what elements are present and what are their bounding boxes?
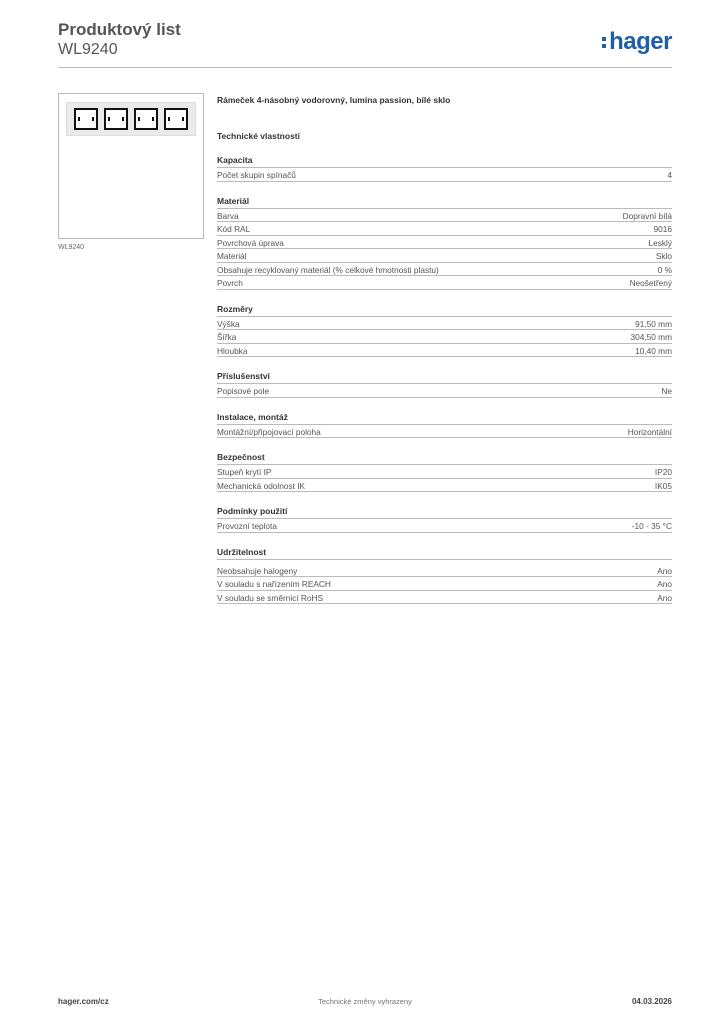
- spec-section: [217, 506, 672, 533]
- spec-value: Dopravní bílá: [622, 210, 672, 221]
- spec-label: Materiál: [217, 251, 247, 261]
- section-title: Podmínky použití: [217, 506, 672, 519]
- footer-website[interactable]: hager.com/cz: [58, 997, 109, 1006]
- spec-row: [217, 236, 672, 250]
- spec-value: Neošetřený: [629, 278, 672, 288]
- frame-illustration: [66, 102, 196, 136]
- spec-row: [217, 168, 672, 182]
- spec-row: [217, 276, 672, 290]
- spec-value: Ano: [657, 579, 672, 589]
- section-rows: [217, 564, 672, 605]
- footer-date: 04.03.2026: [631, 997, 672, 1006]
- spec-row: [217, 249, 672, 263]
- spec-value: 304,50 mm: [630, 332, 672, 342]
- spec-row: [217, 425, 672, 439]
- document-title: Produktový list: [58, 20, 181, 39]
- spec-row: [217, 564, 672, 578]
- header-divider: [58, 67, 672, 68]
- section-rows: [217, 425, 672, 439]
- spec-content: [217, 94, 672, 604]
- spec-label: Mechanická odolnost IK: [217, 480, 306, 491]
- spec-row: [217, 591, 672, 605]
- spec-label: Barva: [217, 210, 239, 221]
- section-title: Instalace, montáž: [217, 412, 672, 425]
- logo-text: hager: [609, 28, 672, 55]
- spec-value: 91,50 mm: [635, 318, 672, 329]
- spec-value: Horizontální: [627, 426, 672, 437]
- spec-row: [217, 384, 672, 398]
- spec-label: V souladu se směrnicí RoHS: [217, 592, 324, 603]
- spec-label: Provozní teplota: [217, 521, 277, 531]
- spec-label: Počet skupin spínačů: [217, 170, 296, 180]
- section-title: Materiál: [217, 196, 672, 209]
- spec-label: Kód RAL: [217, 224, 251, 234]
- spec-value: Ano: [657, 565, 672, 576]
- section-title: Příslušenství: [217, 371, 672, 384]
- product-code: WL9240: [58, 41, 118, 58]
- hager-logo: [602, 28, 672, 56]
- spec-section: [217, 155, 672, 182]
- spec-row: [217, 330, 672, 344]
- spec-row: [217, 465, 672, 479]
- spec-row: [217, 222, 672, 236]
- spec-section: [217, 196, 672, 290]
- document-header: [58, 20, 181, 60]
- spec-sections: [217, 155, 672, 604]
- section-title: Bezpečnost: [217, 452, 672, 465]
- section-title: Udržitelnost: [217, 547, 672, 560]
- spec-value: 0 %: [657, 264, 672, 275]
- spec-row: [217, 577, 672, 591]
- spec-section: [217, 412, 672, 439]
- spec-label: Hloubka: [217, 345, 248, 356]
- spec-label: Neobsahuje halogeny: [217, 565, 298, 576]
- spec-value: 9016: [653, 224, 672, 234]
- footer-notice: Technické změny vyhrazeny: [318, 997, 412, 1006]
- spec-value: IP20: [654, 467, 672, 477]
- product-description: Rámeček 4-násobný vodorovný, lumina passion, bílé sklo: [217, 95, 451, 105]
- spec-section: [217, 304, 672, 358]
- spec-value: Ano: [657, 592, 672, 603]
- spec-value: Lesklý: [648, 237, 672, 248]
- section-rows: [217, 209, 672, 290]
- product-image: [58, 93, 204, 239]
- spec-value: Sklo: [655, 251, 672, 261]
- spec-row: [217, 317, 672, 331]
- spec-value: 10,40 mm: [635, 345, 672, 356]
- tech-heading: Technické vlastnosti: [217, 131, 300, 141]
- section-title: Rozměry: [217, 304, 672, 317]
- spec-label: Montážní/připojovací poloha: [217, 426, 321, 437]
- spec-value: IK05: [654, 480, 672, 491]
- spec-label: Povrchová úprava: [217, 237, 284, 248]
- frame-slot-icon: [134, 108, 158, 130]
- spec-row: [217, 263, 672, 277]
- spec-label: Výška: [217, 318, 240, 329]
- spec-section: [217, 371, 672, 398]
- spec-label: Šířka: [217, 332, 237, 342]
- spec-section: [217, 452, 672, 492]
- spec-row: [217, 344, 672, 358]
- spec-label: Popisové pole: [217, 386, 270, 396]
- spec-section: [217, 547, 672, 605]
- spec-label: Povrch: [217, 278, 243, 288]
- section-rows: [217, 519, 672, 533]
- frame-slot-icon: [104, 108, 128, 130]
- spec-label: Stupeň krytí IP: [217, 467, 272, 477]
- spec-label: V souladu s nařízením REACH: [217, 579, 331, 589]
- spec-row: [217, 519, 672, 533]
- section-rows: [217, 317, 672, 358]
- section-title: Kapacita: [217, 155, 672, 168]
- image-caption: WL9240: [58, 244, 85, 251]
- spec-row: [217, 479, 672, 493]
- section-rows: [217, 168, 672, 182]
- frame-slot-icon: [74, 108, 98, 130]
- spec-value: -10 - 35 °C: [631, 521, 672, 531]
- spec-value: Ne: [661, 386, 672, 396]
- spec-label: Obsahuje recyklovaný materiál (% celkové hmotnosti plastu): [217, 264, 439, 275]
- section-rows: [217, 384, 672, 398]
- spec-row: [217, 209, 672, 223]
- spec-value: 4: [667, 170, 672, 180]
- section-rows: [217, 465, 672, 492]
- frame-slot-icon: [164, 108, 188, 130]
- logo-dots-icon: [602, 34, 607, 51]
